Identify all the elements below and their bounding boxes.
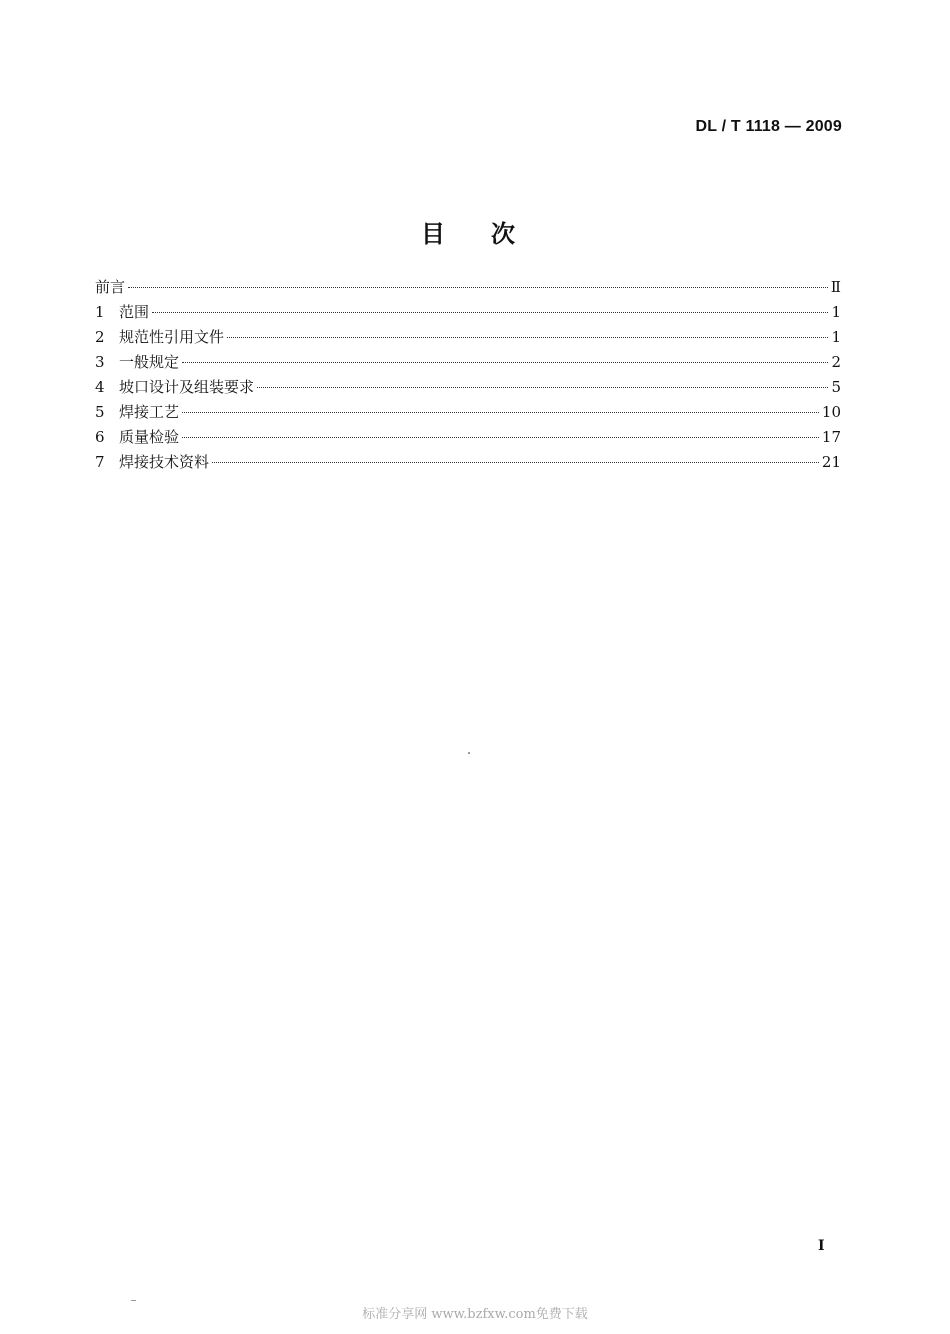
toc-entry-title: 前言 bbox=[95, 278, 126, 296]
toc-entry-4[interactable] bbox=[95, 376, 841, 401]
toc-leader-dots bbox=[212, 462, 819, 463]
toc-entry-page: 5 bbox=[831, 378, 841, 396]
toc-entry-1[interactable] bbox=[95, 301, 841, 326]
toc-leader-dots bbox=[182, 362, 828, 363]
toc-entry-number: 3 bbox=[95, 353, 105, 371]
toc-entry-page: 10 bbox=[821, 403, 841, 421]
toc-entry-title: 一般规定 bbox=[119, 353, 180, 371]
toc-entry-6[interactable] bbox=[95, 426, 841, 451]
toc-entry-5[interactable] bbox=[95, 401, 841, 426]
toc-leader-dots bbox=[128, 287, 828, 288]
toc-entry-number: 6 bbox=[95, 428, 105, 446]
toc-entry-page: 1 bbox=[831, 328, 841, 346]
toc-entry-2[interactable] bbox=[95, 326, 841, 351]
scan-speck bbox=[468, 752, 470, 754]
toc-entry-number: 1 bbox=[95, 303, 105, 321]
toc-entry-number: 4 bbox=[95, 378, 105, 396]
toc-entry-title: 规范性引用文件 bbox=[119, 328, 225, 346]
toc-entry-title: 焊接工艺 bbox=[119, 403, 180, 421]
standard-code: DL / T 1118 — 2009 bbox=[695, 118, 842, 135]
toc-entry-page: 1 bbox=[831, 303, 841, 321]
toc-entry-title: 质量检验 bbox=[119, 428, 180, 446]
toc-entry-7[interactable] bbox=[95, 451, 841, 476]
toc-entry-number: 7 bbox=[95, 453, 105, 471]
toc-entry-page: 21 bbox=[821, 453, 841, 471]
page-title: 目次 bbox=[421, 220, 561, 249]
toc-leader-dots bbox=[182, 412, 819, 413]
toc-entry-title: 坡口设计及组装要求 bbox=[119, 378, 255, 396]
toc-entry-title: 范围 bbox=[119, 303, 150, 321]
toc-entry-number: 5 bbox=[95, 403, 105, 421]
toc-entry-page: Ⅱ bbox=[830, 278, 841, 296]
scan-mark bbox=[131, 1300, 136, 1301]
toc-leader-dots bbox=[227, 337, 828, 338]
toc-entry-page: 2 bbox=[831, 353, 841, 371]
toc-leader-dots bbox=[257, 387, 828, 388]
toc-entry-page: 17 bbox=[821, 428, 841, 446]
toc-entry-number: 2 bbox=[95, 328, 105, 346]
toc-entry-3[interactable] bbox=[95, 351, 841, 376]
table-of-contents bbox=[95, 276, 841, 476]
toc-entry-foreword[interactable] bbox=[95, 276, 841, 301]
page-number: I bbox=[818, 1238, 825, 1254]
watermark: 标准分享网 www.bzfxw.com免费下载 bbox=[362, 1307, 588, 1322]
toc-leader-dots bbox=[182, 437, 819, 438]
toc-entry-title: 焊接技术资料 bbox=[119, 453, 210, 471]
toc-leader-dots bbox=[152, 312, 828, 313]
